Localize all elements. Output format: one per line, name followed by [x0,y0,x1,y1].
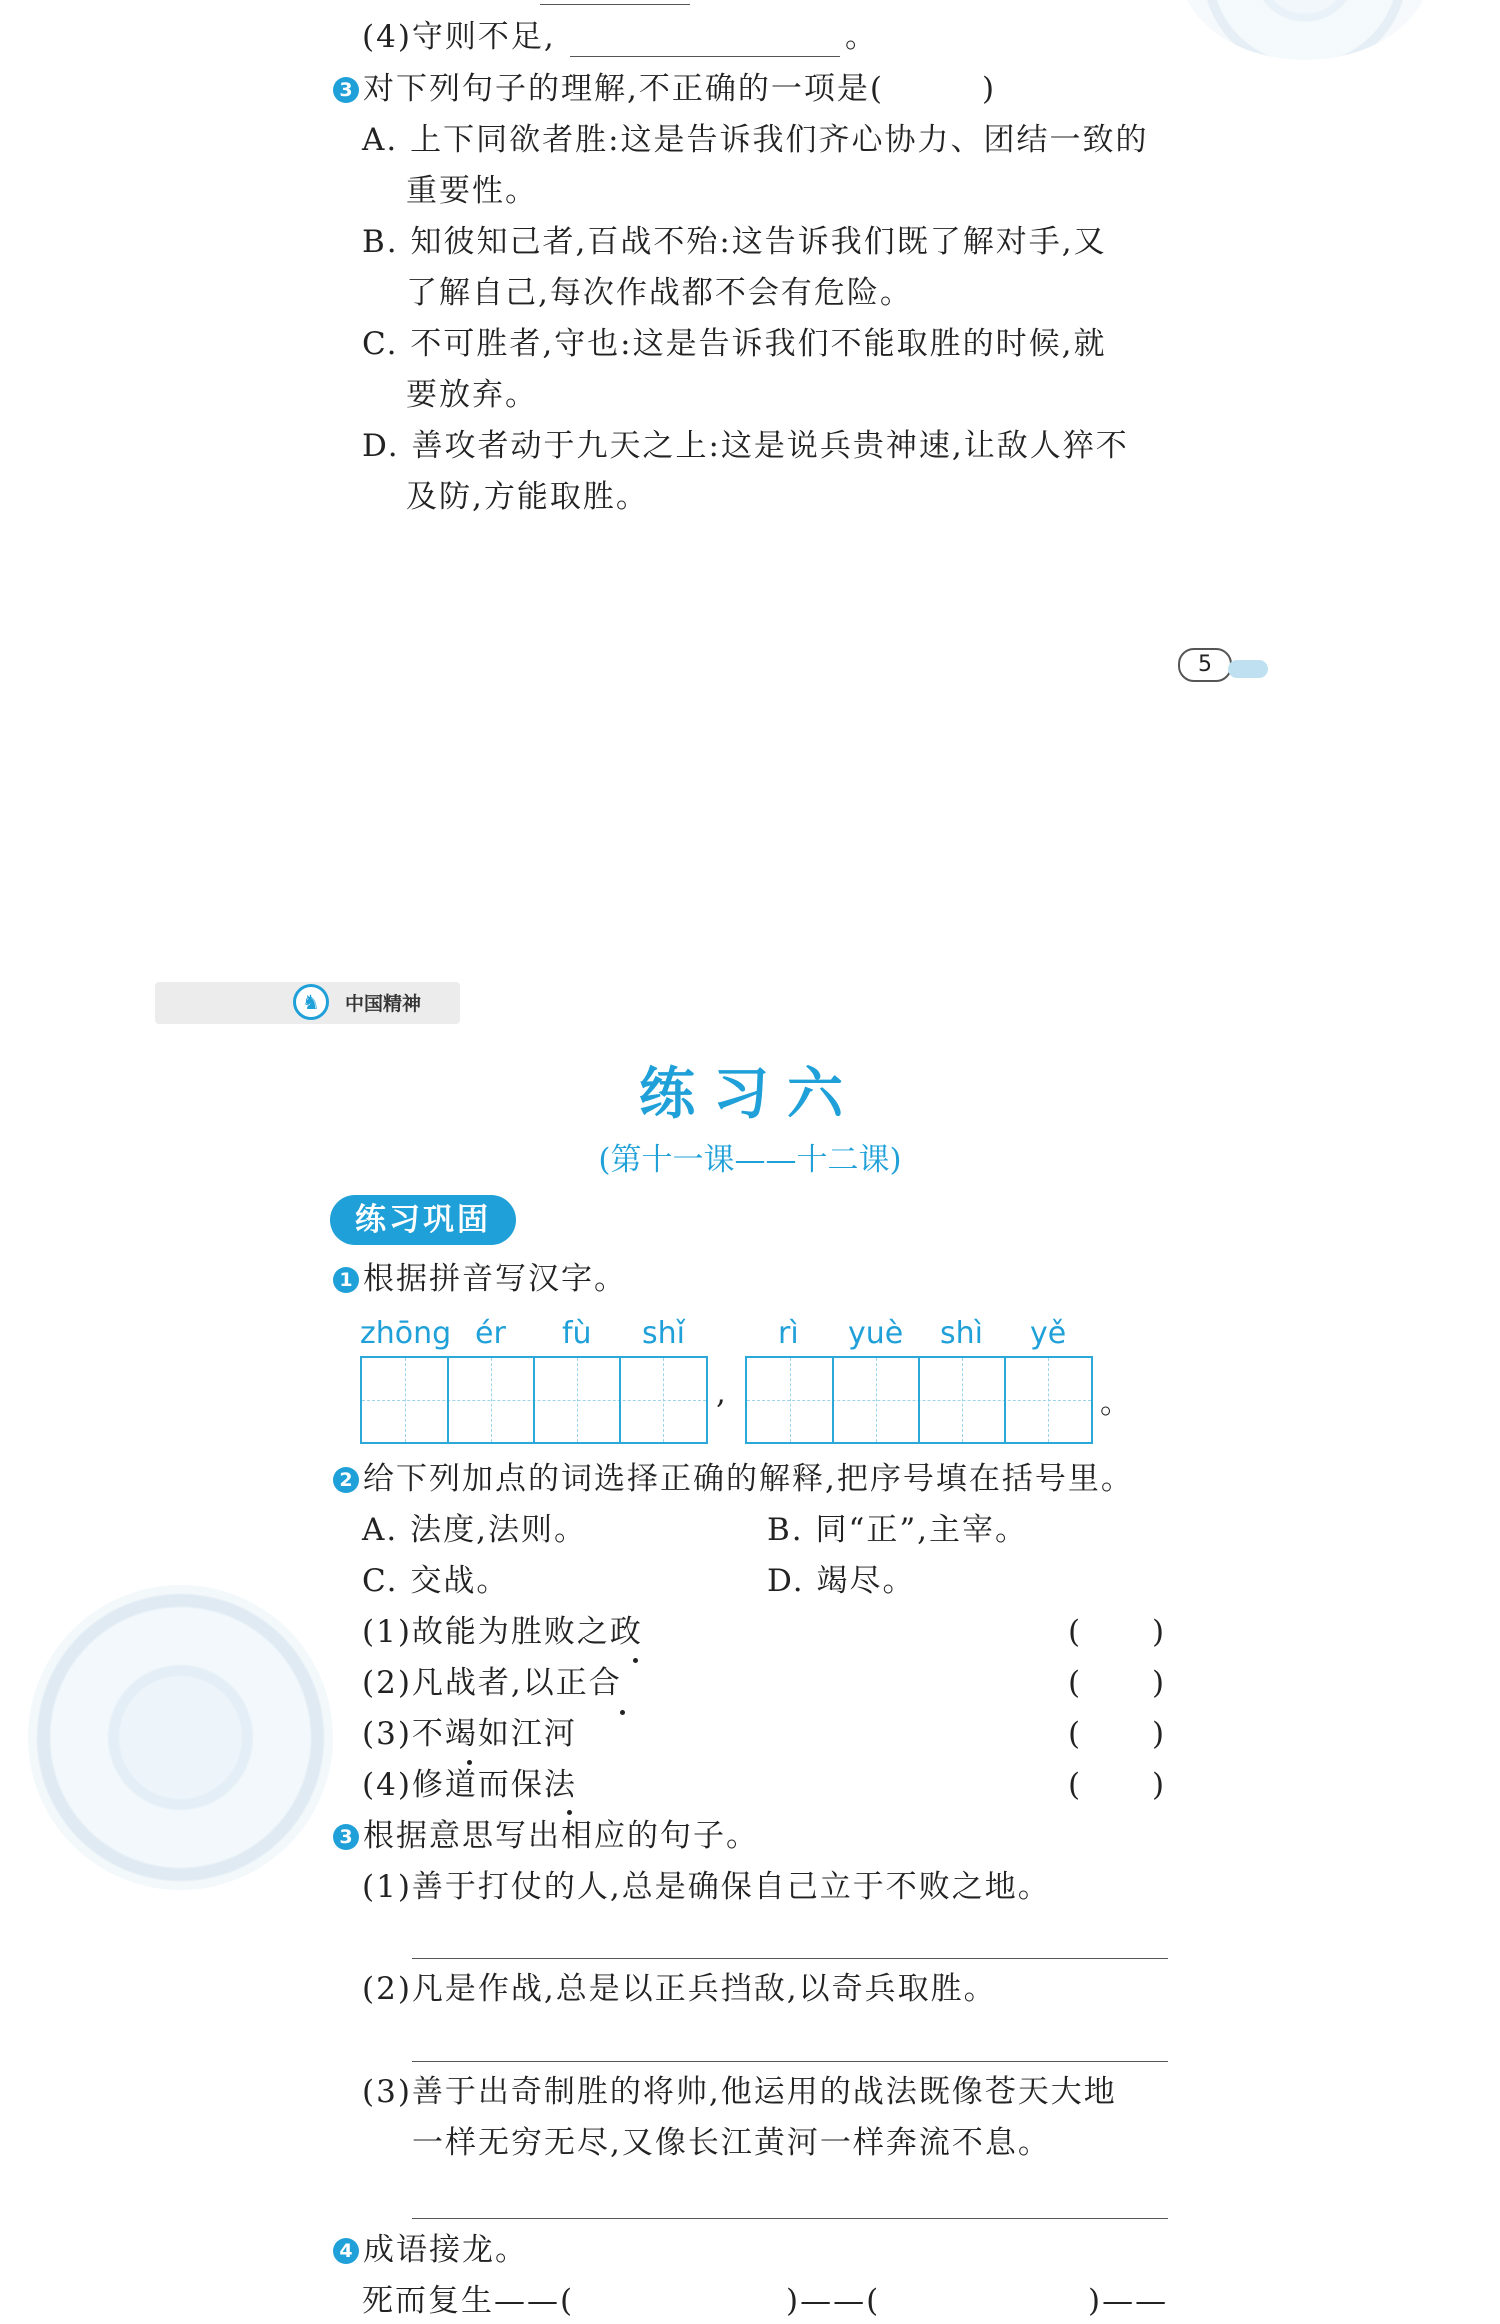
pinyin-shi: shǐ [642,1316,685,1351]
pinyin-ri: rì [778,1316,799,1351]
question-number-badge: 3 [333,1824,359,1850]
q3-item-3-line1: (3)善于出奇制胜的将帅,他运用的战法既像苍天大地 [362,2074,1117,2110]
writing-grid-right[interactable] [745,1356,1093,1444]
watermark-top-right [1180,0,1430,60]
question-3-top: 3 对下列句子的理解,不正确的一项是( [333,66,884,112]
writing-grid-left[interactable] [360,1356,708,1444]
idiom-chain-mid[interactable]: )——( [786,2283,881,2319]
choice-d: D. 竭尽。 [767,1563,916,1599]
option-b-line1: B. 知彼知己者,百战不殆:这告诉我们既了解对手,又 [362,224,1107,260]
answer-paren-close: ) [1152,1665,1165,1701]
option-d-line2: 及防,方能取胜。 [406,479,649,515]
answer-line-2[interactable] [412,2061,1168,2062]
answer-line-1[interactable] [412,1958,1168,1959]
pinyin-zhong: zhōng [360,1316,452,1351]
emphasis-dot [620,1710,625,1715]
q2-item-2: (2)凡战者,以正合 [362,1665,622,1701]
option-d-line1: D. 善攻者动于九天之上:这是说兵贵神速,让敌人猝不 [362,428,1129,464]
pinyin-shi2: shì [940,1316,983,1351]
choice-c: C. 交战。 [362,1563,510,1599]
answer-line-3[interactable] [412,2218,1168,2219]
choice-a: A. 法度,法则。 [362,1512,587,1548]
emphasis-dot [633,1658,638,1663]
option-c-line2: 要放弃。 [406,377,538,413]
answer-paren-open[interactable]: ( [1068,1614,1081,1650]
q4-end: 。 [845,19,878,55]
cloud-icon [1228,660,1268,678]
pinyin-yue: yuè [848,1316,904,1351]
q3-item-1: (1)善于打仗的人,总是确保自己立于不败之地。 [362,1869,1051,1905]
pinyin-ye: yě [1030,1316,1067,1351]
page-subtitle: (第十一课——十二课) [598,1142,902,1178]
question-3: 3 根据意思写出相应的句子。 [333,1813,759,1859]
question-1: 1 根据拼音写汉字。 [333,1256,627,1302]
page-number: 5 [1178,648,1232,682]
option-b-line2: 了解自己,每次作战都不会有危险。 [406,275,913,311]
answer-paren-open[interactable]: ( [1068,1665,1081,1701]
q3-close-paren: ) [982,71,995,107]
q3-item-2: (2)凡是作战,总是以正兵挡敌,以奇兵取胜。 [362,1971,997,2007]
question-4: 4 成语接龙。 [333,2227,528,2273]
grid-comma: , [716,1375,728,1411]
option-a-line1: A. 上下同欲者胜:这是告诉我们齐心协力、团结一致的 [362,122,1149,158]
horse-emblem-icon: ♞ [293,984,329,1020]
top-rule [540,4,690,5]
pinyin-fu: fù [562,1316,592,1351]
header-badge-text: 中国精神 [345,993,422,1015]
question-number-badge: 4 [333,2238,359,2264]
answer-paren-close: ) [1152,1716,1165,1752]
q2-item-1: (1)故能为胜败之政 [362,1614,643,1650]
q4-line: (4)守则不足, [362,19,556,55]
page-title: 练习六 [639,1062,861,1127]
idiom-chain-start: 死而复生——( [362,2283,575,2319]
question-number-badge: 2 [333,1467,359,1493]
question-2: 2 给下列加点的词选择正确的解释,把序号填在括号里。 [333,1456,1134,1502]
idiom-chain-end[interactable]: )—— [1088,2283,1169,2319]
q3-item-3-line2: 一样无穷无尽,又像长江黄河一样奔流不息。 [412,2125,1051,2161]
q2-item-4: (4)修道而保法 [362,1767,577,1803]
section-label: 练习巩固 [330,1195,516,1245]
answer-paren-open[interactable]: ( [1068,1716,1081,1752]
q2-item-3: (3)不竭如江河 [362,1716,577,1752]
pinyin-er: ér [475,1316,506,1351]
question-number-badge: 1 [333,1267,359,1293]
watermark-left [28,1585,333,1890]
q4-answer-line[interactable] [570,56,840,57]
answer-paren-close: ) [1152,1767,1165,1803]
answer-paren-close: ) [1152,1614,1165,1650]
option-a-line2: 重要性。 [406,173,538,209]
option-c-line1: C. 不可胜者,守也:这是告诉我们不能取胜的时候,就 [362,326,1107,362]
question-number-badge: 3 [333,77,359,103]
choice-b: B. 同“正”,主宰。 [767,1512,1029,1548]
answer-paren-open[interactable]: ( [1068,1767,1081,1803]
grid-period: 。 [1100,1385,1133,1421]
